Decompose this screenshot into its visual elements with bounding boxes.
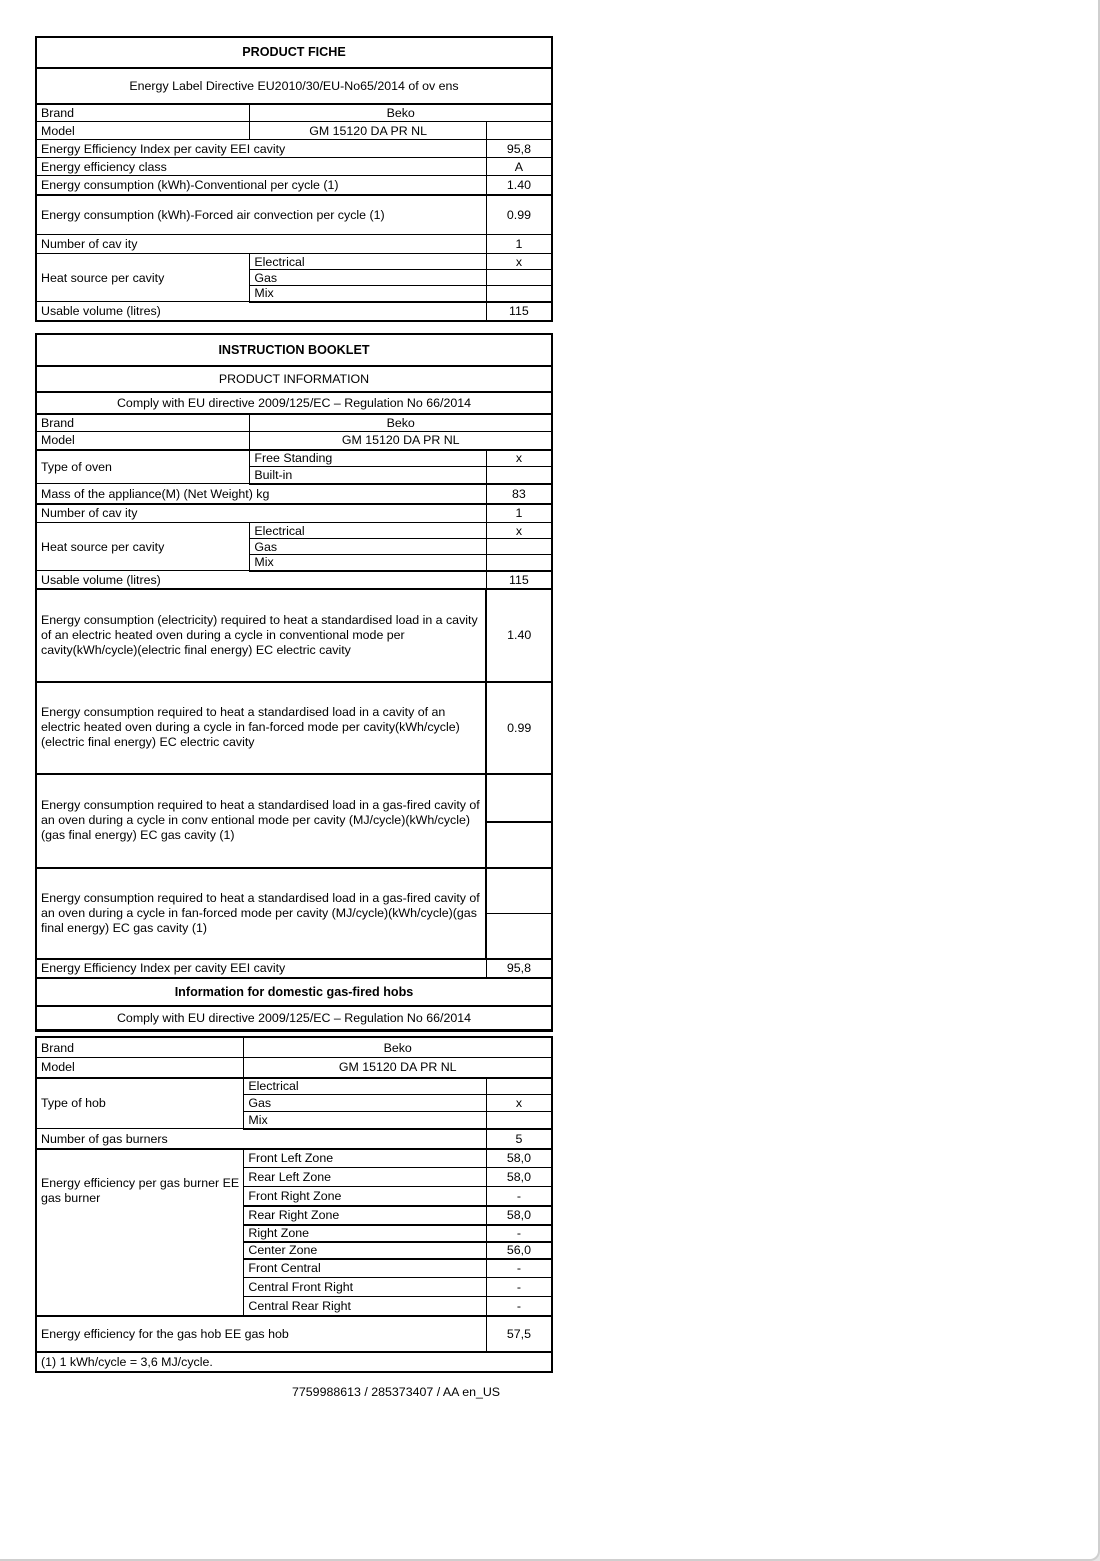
hobs-type-electrical: Electrical: [244, 1078, 486, 1095]
fiche-ec-forced-label: Energy consumption (kWh)-Forced air convection per cycle (1): [37, 195, 487, 235]
hobs-model: GM 15120 DA PR NL: [244, 1058, 552, 1078]
booklet-mass: 83: [486, 484, 551, 504]
booklet-model: GM 15120 DA PR NL: [250, 432, 552, 450]
zone-value: 58,0: [486, 1149, 551, 1168]
booklet-type-free: Free Standing: [250, 450, 486, 467]
zone-value: -: [486, 1259, 551, 1278]
zone-name: Right Zone: [244, 1225, 486, 1242]
booklet-heat-mix-val: [486, 555, 551, 571]
fiche-eei: 95,8: [486, 140, 551, 158]
booklet-cavity-label: Number of cav ity: [37, 504, 487, 523]
zone-name: Center Zone: [244, 1242, 486, 1259]
fiche-heat-mix-val: [486, 286, 551, 302]
booklet-title: INSTRUCTION BOOKLET: [37, 335, 552, 366]
fiche-heat-gas-val: [486, 270, 551, 286]
hobs-type-gas-val: x: [486, 1095, 551, 1112]
fiche-volume: 115: [486, 302, 551, 321]
fiche-cavity: 1: [486, 235, 551, 254]
booklet-ec-gas-fan-kwh: [486, 914, 551, 959]
booklet-heat-label: Heat source per cavity: [37, 523, 250, 571]
fiche-ec-conv-label: Energy consumption (kWh)-Conventional per cycle (1): [37, 176, 487, 195]
fiche-class-label: Energy efficiency class: [37, 158, 487, 176]
hobs-type-mix: Mix: [244, 1112, 486, 1129]
booklet-model-label: Model: [37, 432, 250, 450]
fiche-brand-label: Brand: [37, 104, 250, 122]
document-reference: 7759988613 / 285373407 / AA en_US: [292, 1385, 501, 1399]
fiche-eei-label: Energy Efficiency Index per cavity EEI cavity: [37, 140, 487, 158]
booklet-cavity: 1: [486, 504, 551, 523]
fiche-title: PRODUCT FICHE: [37, 38, 552, 68]
booklet-mass-label: Mass of the appliance(M) (Net Weight) kg: [37, 484, 487, 504]
product-fiche-table: [36, 37, 552, 321]
booklet-volume-label: Usable volume (litres): [37, 571, 487, 589]
zone-value: 56,0: [486, 1242, 551, 1259]
booklet-subtitle: PRODUCT INFORMATION: [37, 366, 552, 392]
fiche-model-label: Model: [37, 122, 250, 140]
booklet-ec-elec-conv-label: Energy consumption (electricity) required to heat a standardised load in a cavity of an electric heated oven during a cycle in conventional mode per cavity(kWh/cycle)(electric final energy) EC electric cavity: [37, 589, 487, 682]
footnote: (1) 1 kWh/cycle = 3,6 MJ/cycle.: [37, 1352, 552, 1372]
booklet-volume: 115: [486, 571, 551, 589]
fiche-class: A: [486, 158, 551, 176]
hobs-burners: 5: [486, 1129, 551, 1149]
fiche-cavity-label: Number of cav ity: [37, 235, 487, 254]
zone-value: -: [486, 1278, 551, 1297]
booklet-ec-elec-fan: 0.99: [486, 682, 551, 774]
gas-hobs-table: [36, 1037, 552, 1372]
instruction-booklet-table: [36, 334, 552, 1031]
hobs-type-electrical-val: [486, 1078, 551, 1095]
booklet-heat-electrical: Electrical: [250, 523, 486, 539]
zone-name: Central Front Right: [244, 1278, 486, 1297]
fiche-ec-forced: 0.99: [486, 195, 551, 235]
hobs-title: Information for domestic gas-fired hobs: [37, 978, 552, 1006]
fiche-ec-conv: 1.40: [486, 176, 551, 195]
zone-name: Front Right Zone: [244, 1187, 486, 1206]
hobs-ee-hob: 57,5: [486, 1316, 551, 1352]
booklet-heat-electrical-val: x: [486, 523, 551, 539]
booklet-type-builtin: Built-in: [250, 467, 486, 484]
fiche-heat-electrical-val: x: [486, 254, 551, 270]
hobs-type-label: Type of hob: [37, 1078, 244, 1129]
zone-value: -: [486, 1225, 551, 1242]
fiche-heat-gas: Gas: [250, 270, 486, 286]
fiche-heat-mix: Mix: [250, 286, 486, 302]
booklet-directive: Comply with EU directive 2009/125/EC – Regulation No 66/2014: [37, 392, 552, 414]
booklet-type-label: Type of oven: [37, 450, 250, 484]
booklet-eei-label: Energy Efficiency Index per cavity EEI cavity: [37, 959, 487, 978]
hobs-ee-hob-label: Energy efficiency for the gas hob EE gas hob: [37, 1316, 487, 1352]
booklet-eei: 95,8: [486, 959, 551, 978]
hobs-type-mix-val: [486, 1112, 551, 1129]
fiche-brand: Beko: [250, 104, 552, 122]
hobs-ee-label: Energy efficiency per gas burner EE gas burner: [37, 1149, 244, 1316]
booklet-heat-gas: Gas: [250, 539, 486, 555]
booklet-type-builtin-val: [486, 467, 551, 484]
fiche-directive: Energy Label Directive EU2010/30/EU-No65/2014 of ov ens: [37, 68, 552, 104]
booklet-ec-gas-conv-mj: [486, 774, 551, 822]
booklet-brand: Beko: [250, 414, 552, 432]
zone-name: Rear Left Zone: [244, 1168, 486, 1187]
zone-name: Front Central: [244, 1259, 486, 1278]
fiche-heat-label: Heat source per cavity: [37, 254, 250, 302]
zone-name: Front Left Zone: [244, 1149, 486, 1168]
booklet-heat-gas-val: [486, 539, 551, 555]
zone-value: 58,0: [486, 1168, 551, 1187]
hobs-type-gas: Gas: [244, 1095, 486, 1112]
hobs-directive: Comply with EU directive 2009/125/EC – Regulation No 66/2014: [37, 1006, 552, 1030]
zone-value: -: [486, 1297, 551, 1316]
booklet-ec-gas-conv-kwh: [486, 822, 551, 868]
booklet-ec-elec-conv: 1.40: [486, 589, 551, 682]
hobs-brand-label: Brand: [37, 1038, 244, 1058]
hobs-brand: Beko: [244, 1038, 552, 1058]
zone-value: 58,0: [486, 1206, 551, 1225]
booklet-ec-gas-conv-label: Energy consumption required to heat a standardised load in a gas-fired cavity of an oven during a cycle in conv entional mode per cavity (MJ/cycle)(kWh/cycle)(gas final energy) EC gas cavity (1): [37, 774, 487, 868]
booklet-heat-mix: Mix: [250, 555, 486, 571]
hobs-burners-label: Number of gas burners: [37, 1129, 487, 1149]
hobs-model-label: Model: [37, 1058, 244, 1078]
fiche-heat-electrical: Electrical: [250, 254, 486, 270]
zone-name: Central Rear Right: [244, 1297, 486, 1316]
zone-value: -: [486, 1187, 551, 1206]
booklet-ec-gas-fan-mj: [486, 868, 551, 914]
fiche-model: GM 15120 DA PR NL: [250, 122, 486, 140]
booklet-ec-elec-fan-label: Energy consumption required to heat a standardised load in a cavity of an electric heated oven during a cycle in fan-forced mode per cavity(kWh/cycle)(electric final energy) EC electric cavity: [37, 682, 487, 774]
booklet-brand-label: Brand: [37, 414, 250, 432]
zone-name: Rear Right Zone: [244, 1206, 486, 1225]
booklet-ec-gas-fan-label: Energy consumption required to heat a standardised load in a gas-fired cavity of an oven during a cycle in fan-forced mode per cavity (MJ/cycle)(kWh/cycle)(gas final energy) EC gas cavity (1): [37, 868, 487, 959]
fiche-volume-label: Usable volume (litres): [37, 302, 487, 321]
booklet-type-free-val: x: [486, 450, 551, 467]
